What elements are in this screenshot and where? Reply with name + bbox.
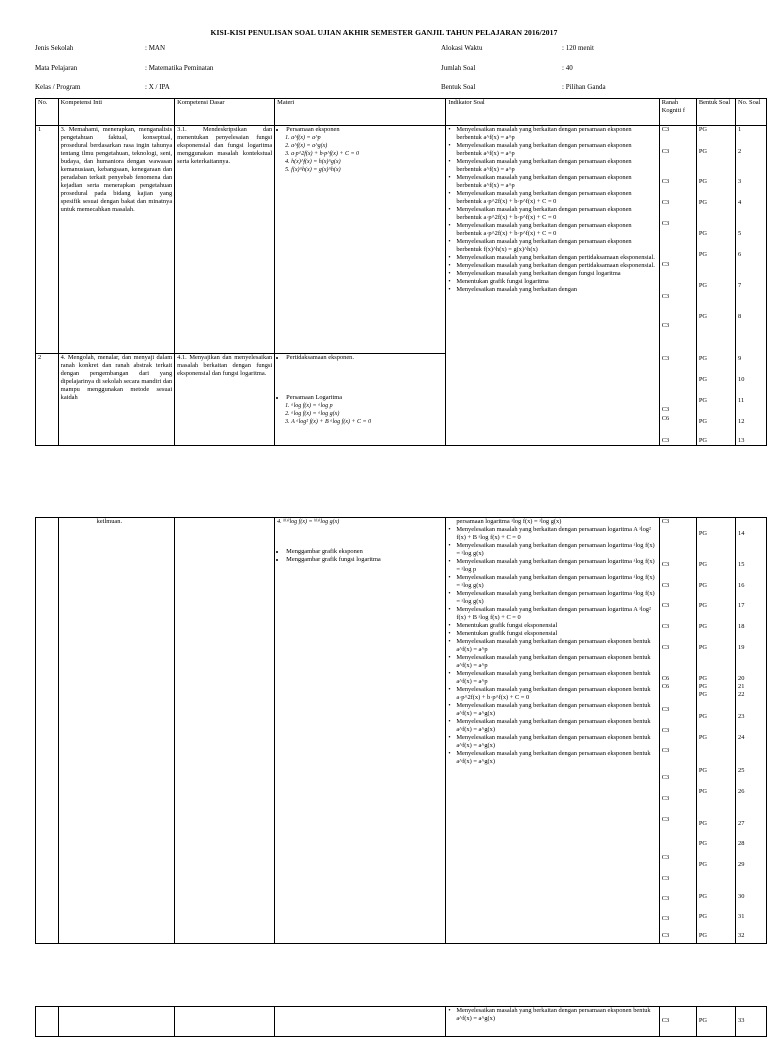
indikator-list bbox=[448, 526, 656, 766]
materi-heading: • Persamaan eksponen bbox=[286, 126, 443, 134]
materi-cell bbox=[275, 518, 446, 944]
bentuk-value: PG bbox=[698, 148, 708, 155]
indikator-item: • Menyelesaikan masalah yang berkaitan dengan persamaan eksponen bentuk a^f(x) = a^p bbox=[448, 670, 656, 686]
meta-mata-pelajaran bbox=[35, 64, 214, 76]
indikator-item: • Menyelesaikan masalah yang berkaitan dengan pertidaksamaan eksponensial. bbox=[448, 262, 656, 270]
materi-formula: 5. f(x)^h(x) = g(x)^h(x) bbox=[291, 166, 443, 174]
materi-formula: 2. a^f(x) = a^g(x) bbox=[291, 142, 443, 150]
nosoal-value: 17 bbox=[738, 602, 745, 609]
bentuk-value: PG bbox=[698, 126, 708, 133]
header-no: No. bbox=[36, 99, 59, 126]
kompetensi-inti-text bbox=[58, 518, 175, 944]
ranah-value: C3 bbox=[661, 220, 670, 227]
meta-label: Bentuk Soal bbox=[441, 83, 476, 91]
kompetensi-dasar-text: 3.1. Mendeskripsikan dan menentukan penyelesaian fungsi eksponensial dan fungsi logaritma menggunakan masalah kontekstual serta keterkaitannya. bbox=[175, 126, 275, 354]
nosoal-value: 21 bbox=[738, 683, 745, 690]
indikator-item: • Menyelesaikan masalah yang berkaitan dengan persamaan eksponen berbentuk a^f(x) = a^p bbox=[448, 142, 656, 158]
kisi-table-page-2 bbox=[35, 517, 767, 944]
materi-heading: • Pertidaksamaan eksponen. bbox=[286, 354, 443, 362]
nosoal-value: 18 bbox=[738, 623, 745, 630]
indikator-cell bbox=[446, 1007, 659, 1037]
kisi-table-page-3 bbox=[35, 1006, 767, 1037]
bentuk-value: PG bbox=[698, 691, 708, 698]
ranah-value: C3 bbox=[661, 895, 670, 902]
bentuk-value: PG bbox=[698, 734, 708, 741]
nosoal-value: 16 bbox=[738, 582, 745, 589]
materi-heading: • Menggambar grafik eksponen bbox=[286, 548, 443, 556]
materi-formula: 4. h(x)^f(x) = h(x)^g(x) bbox=[291, 158, 443, 166]
meta-alokasi-waktu bbox=[441, 44, 594, 56]
nosoal-value: 26 bbox=[738, 788, 745, 795]
page-title: KISI-KISI PENULISAN SOAL UJIAN AKHIR SEMESTER GANJIL TAHUN PELAJARAN 2016/2017 bbox=[210, 28, 558, 37]
row-number: 2 bbox=[36, 354, 59, 446]
materi-formula: 1. ᵃlog f(x) = ᵃlog p bbox=[291, 402, 443, 410]
bentuk-value: PG bbox=[698, 623, 708, 630]
materi-empty bbox=[275, 1007, 446, 1037]
nosoal-value: 10 bbox=[738, 376, 745, 383]
nosoal-value: 23 bbox=[738, 713, 745, 720]
indikator-item: • Menyelesaikan masalah yang berkaitan dengan persamaan eksponen berbentuk a^f(x) = a^p bbox=[448, 174, 656, 190]
table-row bbox=[36, 1007, 767, 1037]
materi-list bbox=[277, 548, 443, 564]
ranah-value: C3 bbox=[661, 932, 670, 939]
row-number-empty bbox=[36, 1007, 59, 1037]
bentuk-value: PG bbox=[698, 861, 708, 868]
ranah-value: C3 bbox=[661, 1017, 670, 1024]
nosoal-value: 7 bbox=[738, 282, 742, 289]
indikator-item: • Menyelesaikan masalah yang berkaitan dengan persamaan eksponen berbentuk a^f(x) = a^p bbox=[448, 158, 656, 174]
header-bentuk: Bentuk Soal bbox=[696, 99, 735, 126]
nosoal-value: 1 bbox=[738, 126, 742, 133]
bentuk-value: PG bbox=[698, 561, 708, 568]
bentuk-value: PG bbox=[698, 893, 708, 900]
ranah-value: C6 bbox=[661, 415, 670, 422]
indikator-item: • Menyelesaikan masalah yang berkaitan dengan persamaan eksponen bentuk a^f(x) = a^g(x) bbox=[448, 718, 656, 734]
indikator-item: • Menyelesaikan masalah yang berkaitan dengan pertidaksamaan eksponensial. bbox=[448, 254, 656, 262]
bentuk-value: PG bbox=[698, 437, 708, 444]
ranah-value: C3 bbox=[661, 915, 670, 922]
ranah-value: C3 bbox=[661, 178, 670, 185]
materi-formula: 3. A ᵃlog² f(x) + B ᵃlog f(x) + C = 0 bbox=[291, 418, 443, 426]
ranah-value: C3 bbox=[661, 437, 670, 444]
nosoal-value: 20 bbox=[738, 675, 745, 682]
nosoal-value: 13 bbox=[738, 437, 745, 444]
ranah-value: C3 bbox=[661, 582, 670, 589]
indikator-item: • Menyelesaikan masalah yang berkaitan dengan persamaan eksponen bentuk a^f(x) = a^g(x) bbox=[448, 1007, 656, 1023]
bentuk-value: PG bbox=[698, 582, 708, 589]
indikator-item: • Menyelesaikan masalah yang berkaitan dengan persamaan eksponen berbentuk a·p^2f(x) + b·p^f(x) + C = 0 bbox=[448, 190, 656, 206]
materi-formula: 3. a·p^2f(x) + b·p^f(x) + C = 0 bbox=[291, 150, 443, 158]
materi-formula: 1. a^f(x) = a^p bbox=[291, 134, 443, 142]
ranah-value: C3 bbox=[661, 644, 670, 651]
bentuk-value: PG bbox=[698, 418, 708, 425]
nosoal-value: 14 bbox=[738, 530, 745, 537]
meta-value: : 40 bbox=[562, 64, 573, 72]
indikator-item: • Menyelesaikan masalah yang berkaitan dengan persamaan logaritma ᵃlog f(x) = ᵃlog g(x) bbox=[448, 574, 656, 590]
indikator-item: • Menyelesaikan masalah yang berkaitan dengan persamaan logaritma A ᵃlog² f(x) + B ᵃlog f(x) + C = 0 bbox=[448, 526, 656, 542]
nosoal-value: 12 bbox=[738, 418, 745, 425]
nosoal-value: 30 bbox=[738, 893, 745, 900]
ranah-value: C3 bbox=[661, 355, 670, 362]
indikator-list bbox=[448, 1007, 656, 1023]
bentuk-value: PG bbox=[698, 199, 708, 206]
ranah-value: C3 bbox=[661, 816, 670, 823]
ranah-value: C3 bbox=[661, 706, 670, 713]
bentuk-cell bbox=[696, 518, 735, 944]
ranah-cell bbox=[659, 1007, 696, 1037]
ranah-value: C3 bbox=[661, 795, 670, 802]
meta-value: : X / IPA bbox=[145, 83, 170, 91]
bentuk-value: PG bbox=[698, 675, 708, 682]
meta-jumlah-soal bbox=[441, 64, 573, 76]
materi-list bbox=[277, 354, 443, 362]
kisi-table-page-1 bbox=[35, 98, 767, 446]
ranah-value: C3 bbox=[661, 293, 670, 300]
meta-label: Mata Pelajaran bbox=[35, 64, 78, 72]
meta-label: Jenis Sekolah bbox=[35, 44, 74, 52]
indikator-item: • Menyelesaikan masalah yang berkaitan dengan persamaan eksponen bentuk a^f(x) = a^p bbox=[448, 638, 656, 654]
nosoal-value: 8 bbox=[738, 313, 742, 320]
bentuk-value: PG bbox=[698, 644, 708, 651]
indikator-item: • Menyelesaikan masalah yang berkaitan dengan fungsi logaritma bbox=[448, 270, 656, 278]
materi-formula: 2. ᵃlog f(x) = ᵃlog g(x) bbox=[291, 410, 443, 418]
nosoal-value: 28 bbox=[738, 840, 745, 847]
bentuk-value: PG bbox=[698, 788, 708, 795]
bentuk-value: PG bbox=[698, 932, 708, 939]
indikator-item: • Menyelesaikan masalah yang berkaitan dengan bbox=[448, 286, 656, 294]
meta-value: : MAN bbox=[145, 44, 166, 52]
nosoal-value: 29 bbox=[738, 861, 745, 868]
kompetensi-inti-text: 4. Mengolah, menalar, dan menyaji dalam ranah konkret dan ranah abstrak terkait dengan pengembangan dari yang dipelajarinya di sekolah secara mandiri dan mampu menggunakan metode sesuai kaidah bbox=[58, 354, 175, 446]
indikator-list bbox=[448, 126, 656, 294]
meta-label: Alokasi Waktu bbox=[441, 44, 483, 52]
ranah-value: C3 bbox=[661, 322, 670, 329]
meta-value: : 120 menit bbox=[562, 44, 594, 52]
bentuk-cell bbox=[696, 1007, 735, 1037]
nosoal-value: 15 bbox=[738, 561, 745, 568]
ranah-value: C3 bbox=[661, 854, 670, 861]
indikator-continuation: persamaan logaritma ᵃlog f(x) = ᵃlog g(x) bbox=[456, 518, 562, 525]
bentuk-value: PG bbox=[698, 767, 708, 774]
bentuk-value: PG bbox=[698, 713, 708, 720]
nosoal-value: 24 bbox=[738, 734, 745, 741]
indikator-item: • Menyelesaikan masalah yang berkaitan dengan persamaan eksponen berbentuk a^f(x) = a^p bbox=[448, 126, 656, 142]
meta-kelas-program bbox=[35, 83, 170, 95]
materi-formula-list bbox=[277, 134, 443, 174]
header-materi: Materi bbox=[275, 99, 446, 126]
ranah-value: C3 bbox=[661, 602, 670, 609]
header-ranah: Ranah Kogniti f bbox=[659, 99, 696, 126]
materi-formula-list bbox=[277, 402, 443, 426]
table-row bbox=[36, 518, 767, 944]
ranah-value: C3 bbox=[661, 774, 670, 781]
bentuk-value: PG bbox=[698, 355, 708, 362]
header-no-soal: No. Soal bbox=[736, 99, 767, 126]
ranah-value: C3 bbox=[661, 727, 670, 734]
nosoal-value: 19 bbox=[738, 644, 745, 651]
nosoal-cell bbox=[736, 518, 767, 944]
nosoal-cell bbox=[736, 1007, 767, 1037]
ranah-cell bbox=[659, 126, 696, 446]
indikator-item: • Menyelesaikan masalah yang berkaitan dengan persamaan eksponen berbentuk a·p^2f(x) + b·p^f(x) + C = 0 bbox=[448, 206, 656, 222]
bentuk-value: PG bbox=[698, 376, 708, 383]
nosoal-value: 3 bbox=[738, 178, 742, 185]
ranah-value: C3 bbox=[661, 406, 670, 413]
ranah-value: C3 bbox=[661, 623, 670, 630]
indikator-item: • Menyelesaikan masalah yang berkaitan dengan persamaan eksponen bentuk a·p^2f(x) + b·p^f(x) + C = 0 bbox=[448, 686, 656, 702]
kompetensi-dasar-empty bbox=[175, 1007, 275, 1037]
nosoal-value: 5 bbox=[738, 230, 742, 237]
indikator-item: • Menyelesaikan masalah yang berkaitan dengan persamaan logaritma ᵃlog f(x) = ᵃlog g(x) bbox=[448, 590, 656, 606]
materi-cell bbox=[275, 354, 446, 446]
nosoal-value: 4 bbox=[738, 199, 742, 206]
ranah-value: C3 bbox=[661, 148, 670, 155]
ranah-value: C3 bbox=[661, 199, 670, 206]
bentuk-value: PG bbox=[698, 913, 708, 920]
kompetensi-inti-continuation: keilmuan. bbox=[96, 518, 123, 525]
nosoal-value: 33 bbox=[738, 1017, 745, 1024]
ranah-value: C6 bbox=[661, 683, 670, 690]
row-number: 1 bbox=[36, 126, 59, 354]
ranah-value: C3 bbox=[661, 561, 670, 568]
indikator-item: • Menyelesaikan masalah yang berkaitan dengan persamaan eksponen berbentuk f(x)^h(x) = g(x)^h(x) bbox=[448, 238, 656, 254]
bentuk-value: PG bbox=[698, 602, 708, 609]
bentuk-value: PG bbox=[698, 282, 708, 289]
nosoal-cell bbox=[736, 126, 767, 446]
kompetensi-inti-empty bbox=[58, 1007, 175, 1037]
meta-value: : Pilihan Ganda bbox=[562, 83, 606, 91]
meta-bentuk-soal bbox=[441, 83, 606, 95]
indikator-item: • Menyelesaikan masalah yang berkaitan dengan persamaan logaritma ᵃlog f(x) = ᵃlog p bbox=[448, 558, 656, 574]
indikator-cell bbox=[446, 518, 659, 944]
bentuk-value: PG bbox=[698, 313, 708, 320]
meta-label: Jumlah Soal bbox=[441, 64, 476, 72]
indikator-item: • Menyelesaikan masalah yang berkaitan dengan persamaan eksponen bentuk a^f(x) = a^g(x) bbox=[448, 734, 656, 750]
materi-heading: • Menggambar grafik fungsi logaritma bbox=[286, 556, 443, 564]
bentuk-value: PG bbox=[698, 530, 708, 537]
indikator-item: • Menyelesaikan masalah yang berkaitan dengan persamaan eksponen bentuk a^f(x) = a^p bbox=[448, 654, 656, 670]
meta-value: : Matematika Peminatan bbox=[145, 64, 214, 72]
table-header-row bbox=[36, 99, 767, 126]
indikator-item: • Menyelesaikan masalah yang berkaitan dengan persamaan eksponen berbentuk a·p^2f(x) + b·p^f(x) + C = 0 bbox=[448, 222, 656, 238]
nosoal-value: 32 bbox=[738, 932, 745, 939]
row-number-empty bbox=[36, 518, 59, 944]
header-kompetensi-inti: Kompetensi Inti bbox=[58, 99, 175, 126]
bentuk-value: PG bbox=[698, 397, 708, 404]
nosoal-value: 6 bbox=[738, 251, 742, 258]
bentuk-value: PG bbox=[698, 178, 708, 185]
indikator-item: • Menentukan grafik fungsi logaritma bbox=[448, 278, 656, 286]
ranah-value: C3 bbox=[661, 747, 670, 754]
materi-list bbox=[277, 394, 443, 402]
bentuk-value: PG bbox=[698, 840, 708, 847]
bentuk-value: PG bbox=[698, 1017, 708, 1024]
nosoal-value: 11 bbox=[738, 397, 745, 404]
kompetensi-dasar-text: 4.1. Menyajikan dan menyelesaikan masalah berkaitan dengan fungsi eksponensial dan fungsi logaritma. bbox=[175, 354, 275, 446]
indikator-item: • Menyelesaikan masalah yang berkaitan dengan persamaan logaritma A ᵃlog² f(x) + B ᵃlog f(x) + C = 0 bbox=[448, 606, 656, 622]
header-indikator: Indikator Soal bbox=[446, 99, 659, 126]
indikator-item: • Menyelesaikan masalah yang berkaitan dengan persamaan logaritma ᵃlog f(x) = ᵃlog g(x) bbox=[448, 542, 656, 558]
kompetensi-dasar-empty bbox=[175, 518, 275, 944]
indikator-item: • Menyelesaikan masalah yang berkaitan dengan persamaan eksponen bentuk a^f(x) = a^g(x) bbox=[448, 750, 656, 766]
bentuk-value: PG bbox=[698, 683, 708, 690]
ranah-value: C3 bbox=[661, 261, 670, 268]
nosoal-value: 2 bbox=[738, 148, 742, 155]
bentuk-value: PG bbox=[698, 230, 708, 237]
meta-jenis-sekolah bbox=[35, 44, 166, 56]
nosoal-value: 25 bbox=[738, 767, 745, 774]
ranah-value: C3 bbox=[661, 126, 670, 133]
ranah-value: C6 bbox=[661, 675, 670, 682]
indikator-item: • Menyelesaikan masalah yang berkaitan dengan persamaan eksponen bentuk a^f(x) = a^g(x) bbox=[448, 702, 656, 718]
nosoal-value: 9 bbox=[738, 355, 742, 362]
bentuk-cell bbox=[696, 126, 735, 446]
materi-list bbox=[277, 126, 443, 134]
materi-heading: • Persamaan Logaritma bbox=[286, 394, 443, 402]
nosoal-value: 31 bbox=[738, 913, 745, 920]
ranah-cell bbox=[659, 518, 696, 944]
indikator-item: • Menentukan grafik fungsi eksponensial bbox=[448, 630, 656, 638]
meta-label: Kelas / Program bbox=[35, 83, 81, 91]
materi-formula: 4. ʰ⁽ˣ⁾log f(x) = ʰ⁽ˣ⁾log g(x) bbox=[277, 519, 340, 525]
header-kompetensi-dasar: Kompetensi Dasar bbox=[175, 99, 275, 126]
ranah-value: C3 bbox=[661, 518, 670, 525]
indikator-item: • Menentukan grafik fungsi eksponensial bbox=[448, 622, 656, 630]
ranah-value: C3 bbox=[661, 875, 670, 882]
nosoal-value: 27 bbox=[738, 820, 745, 827]
materi-cell bbox=[275, 126, 446, 354]
nosoal-value: 22 bbox=[738, 691, 745, 698]
bentuk-value: PG bbox=[698, 820, 708, 827]
table-row bbox=[36, 126, 767, 354]
indikator-cell bbox=[446, 126, 659, 446]
bentuk-value: PG bbox=[698, 251, 708, 258]
kompetensi-inti-text: 3. Memahami, menerapkan, menganalisis pengetahuan faktual, konseptual, prosedural berdasarkan rasa ingin tahunya tentang ilmu pengetahuan, teknologi, seni, budaya, dan humaniora dengan wawasan kemanusiaan, kebangsaan, kenegaraan dan peradaban terkait penyebab fenomena dan kejadian serta menerapkan pengetahuan prosedural pada bidang kajian yang spesifik sesuai dengan bakat dan minatnya untuk memecahkan masalah. bbox=[58, 126, 175, 354]
